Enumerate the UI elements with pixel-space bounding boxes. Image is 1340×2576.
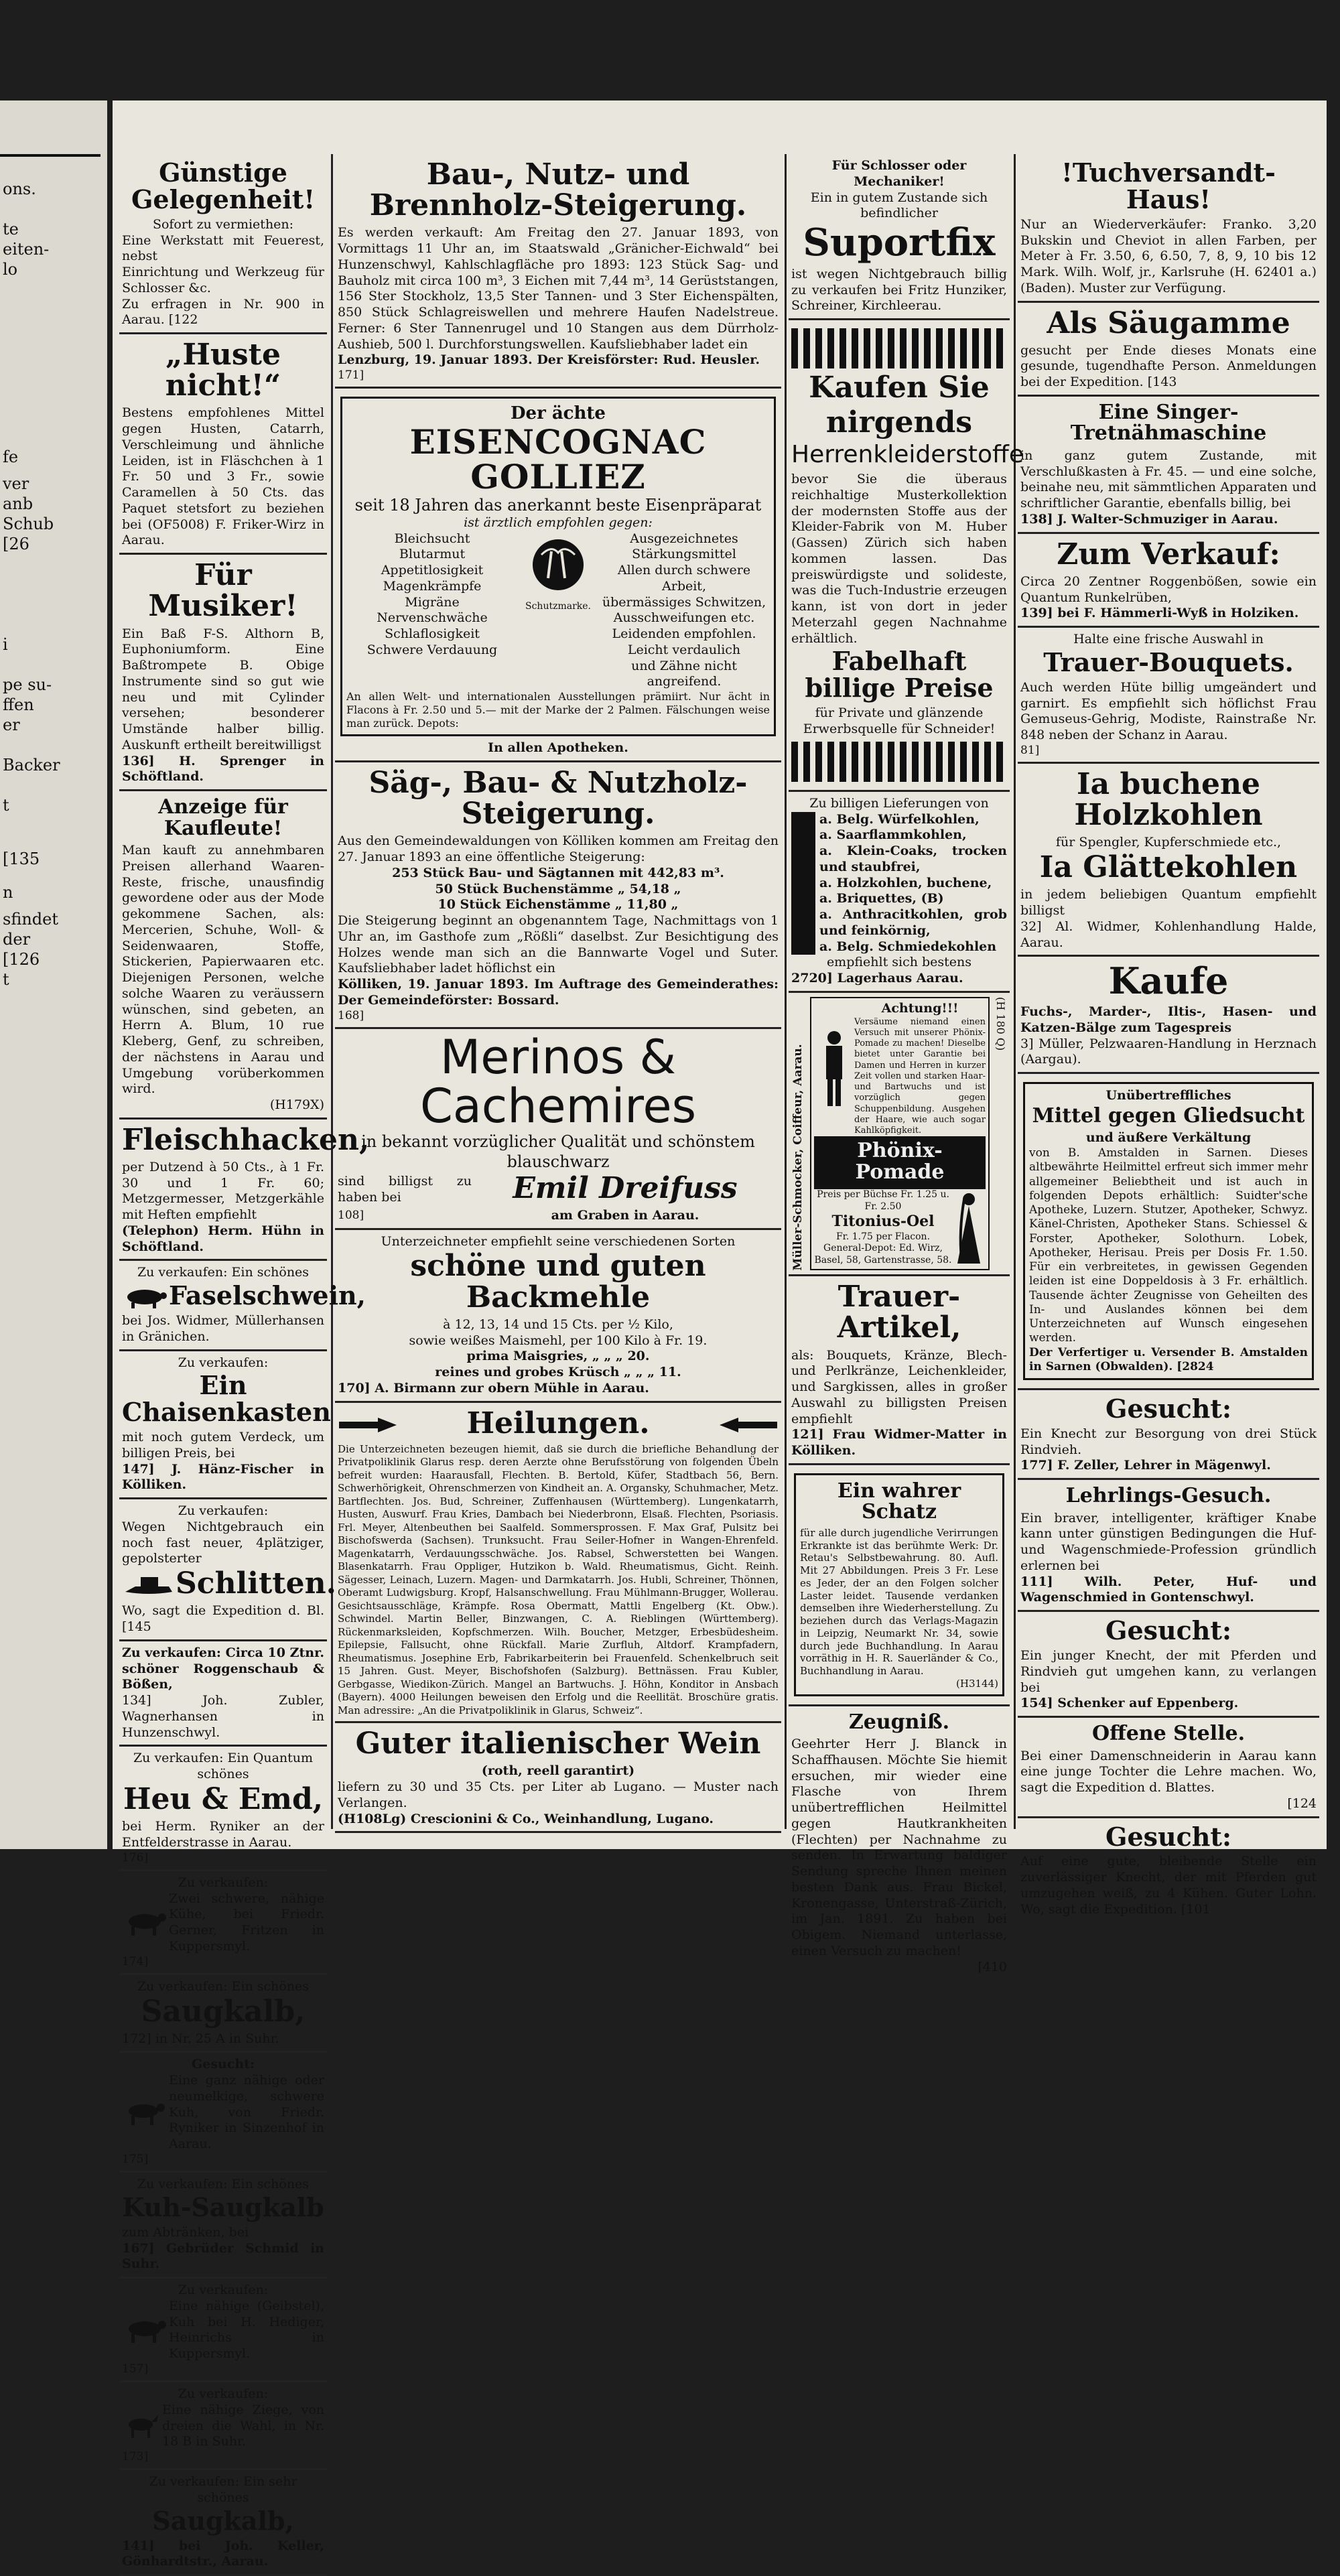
ad-text: für Private und glänzende Erwerbsquelle für Schneider! bbox=[803, 705, 996, 736]
ad-pre: Zu verkaufen: Ein Quantum schönes bbox=[133, 1751, 314, 1782]
decorative-band bbox=[791, 742, 1007, 782]
ad-number: 157] bbox=[122, 2362, 149, 2376]
ad-signature: 136] H. Sprenger in Schöftland. bbox=[122, 753, 324, 785]
ad-text: Die Steigerung beginnt an obgenanntem Tage, Nachmittags von 1 Uhr an, im Gasthofe zum „Rößli“ daselbst. Zur Besichtigung des Holzes wende man sich an die Bannwarte Vogel und Suter. Kaufsliebhaber ladet höflichst ein bbox=[338, 913, 779, 976]
strip-text: te bbox=[3, 220, 19, 239]
ad-phoenix-pomade bbox=[789, 993, 1010, 1277]
ad-text: Auf eine gute, bleibende Stelle ein zuverlässiger Knecht, der mit Pferden gut umzugehen weiß, zu 4 Kühen. Guter Lohn. Wo, sagt die Expedition. [101 bbox=[1020, 1854, 1317, 1917]
ad-depot: General-Depot: Ed. Wirz, Basel, 58, Gartenstrasse, 58. bbox=[814, 1243, 952, 1266]
ad-text: in jedem beliebigen Quantum empfiehlt billigst bbox=[1020, 887, 1317, 919]
ad-signature: Lenzburg, 19. Januar 1893. Der Kreisförster: Rud. Heusler. bbox=[338, 352, 760, 368]
ad-number: 175] bbox=[122, 2152, 149, 2166]
trademark bbox=[518, 531, 598, 613]
ad-signature: 3] Müller, Pelzwaaren-Handlung in Herznach (Aargau). bbox=[1020, 1036, 1317, 1067]
list-item: und Zähne nicht angreifend. bbox=[631, 658, 737, 689]
ad-pre: Der ächte bbox=[511, 403, 606, 424]
ad-headline: nirgends bbox=[825, 405, 973, 440]
ad-name: Emil Dreifuss bbox=[513, 1170, 738, 1205]
ad-number: 176] bbox=[122, 1850, 149, 1865]
ad-saugkalb-aarau bbox=[119, 2470, 327, 2576]
ad-headline: Gesucht: bbox=[1106, 1615, 1231, 1646]
ad-kuh-geibstel bbox=[119, 2279, 327, 2382]
ad-price: Preis per Büchse Fr. 1.25 u. Fr. 2.50 bbox=[817, 1189, 949, 1212]
ad-saugkalb-suhr bbox=[119, 1975, 327, 2053]
ad-number: 171] bbox=[338, 368, 364, 383]
ad-text: Ein braver, intelligenter, kräftiger Knabe kann unter günstigen Bedingungen die Huf- und Wagenschmiede-Profession gründlich erlernen bei bbox=[1020, 1510, 1317, 1573]
strip-text: der bbox=[3, 930, 31, 949]
ad-headline: Saugkalb, bbox=[152, 2505, 294, 2536]
ad-subtitle: (roth, reell garantirt) bbox=[481, 1763, 635, 1779]
ad-headline: !Tuchversandt-Haus! bbox=[1061, 157, 1276, 214]
ad-roggenschaub bbox=[119, 1641, 327, 1747]
ad-subtitle: und äußere Verkältung bbox=[1085, 1130, 1252, 1146]
list-item: Nervenschwäche bbox=[377, 610, 488, 626]
list-item: Allen durch schwere Arbeit, bbox=[617, 563, 751, 594]
ad-text: Zu verkaufen: Circa 10 Ztnr. schöner Roggenschaub & Bößen, bbox=[122, 1645, 324, 1692]
ad-headline: Günstige Gelegenheit! bbox=[131, 157, 316, 214]
list-item: a. Holzkohlen, buchene, bbox=[819, 875, 992, 890]
ad-herrenkleiderstoffe bbox=[789, 320, 1024, 792]
strip-text: sfindet bbox=[3, 910, 58, 929]
sled-icon bbox=[122, 1573, 176, 1597]
ad-text: Eine nähige Ziege, von dreien die Wahl, in Nr. 18 B in Suhr. bbox=[162, 2402, 324, 2449]
ad-pre: Gesucht: bbox=[192, 2057, 255, 2072]
ad-number: 173] bbox=[122, 2450, 149, 2464]
ad-line: Sofort zu vermiethen: bbox=[152, 216, 294, 232]
ad-headline: Gesucht: bbox=[1106, 1821, 1231, 1852]
ad-kuh-saugkalb bbox=[119, 2173, 327, 2279]
ad-pre: Achtung!!! bbox=[881, 1000, 959, 1016]
ad-pre: Unübertreffliches bbox=[1106, 1088, 1231, 1103]
column-4 bbox=[1018, 154, 1319, 1917]
ad-headline: Ia Glättekohlen bbox=[1039, 850, 1298, 885]
ad-text: von B. Amstalden in Sarnen. Dieses altbewährte Heilmittel erfreut sich immer mehr allgemeiner Beliebtheit und ist auch in folgenden Depots erhältlich: Suidter'sche Apotheke, Luzern. Stutzer, Apotheker, Schwyz. Känel-Christen, Apotheker Stans. Schiessel & Forster, Apotheker, Solothurn. Lobek, Apotheker, Herisau. Preis per Dosis Fr. 1.50. Für ein verbreitetes, in gewissen Gegenden leiden ist eine Doppeldosis à 3 Fr. erhältlich. Tausende ächter Zeugnisse von Geheilten des In- und Auslandes können bei dem Unterzeichneten auf Wunsch eingesehen werden. bbox=[1029, 1146, 1308, 1345]
ad-headline: Mittel gegen Gliedsucht bbox=[1032, 1103, 1305, 1128]
ad-subtitle: seit 18 Jahren das anerkannt beste Eisenpräparat bbox=[354, 495, 762, 515]
ad-line: prima Maisgries, „ „ „ 20. bbox=[466, 1349, 650, 1364]
ad-headline: Eine Singer-Tretnähmaschine bbox=[1070, 400, 1267, 446]
ad-gesucht-knecht-1 bbox=[1018, 1390, 1319, 1480]
list-item: Stärkungsmittel bbox=[632, 547, 736, 562]
strip-text: Schub bbox=[3, 515, 54, 533]
decorative-band bbox=[791, 328, 1007, 368]
ad-text: liefern zu 30 und 35 Cts. per Liter ab Lugano. — Muster nach Verlangen. bbox=[338, 1779, 779, 1810]
ad-text: in ganz gutem Zustande, mit Verschlußkasten à Fr. 45. — und eine solche, beinahe neu, mit sämmtlichen Apparaten und schriftlicher Garantie, ebenfalls billig, bei bbox=[1020, 448, 1317, 511]
ad-gliedsucht bbox=[1018, 1074, 1319, 1390]
cow-icon bbox=[122, 2317, 169, 2344]
ad-pre: Zu verkaufen: bbox=[178, 2283, 269, 2298]
ad-headline: Ein wahrer Schatz bbox=[837, 1479, 961, 1524]
ad-headline: Offene Stelle. bbox=[1091, 1722, 1246, 1746]
ad-address: am Graben in Aarau. bbox=[551, 1207, 699, 1223]
ad-headline: Schlitten. bbox=[176, 1566, 336, 1601]
ad-headline: Saugkalb, bbox=[141, 1994, 306, 2029]
ad-signature: (H108Lg) Crescionini & Co., Weinhandlung, Lugano. bbox=[338, 1811, 714, 1826]
strip-text: fe bbox=[3, 448, 19, 466]
ad-headline: Kuh-Saugkalb bbox=[122, 2191, 324, 2222]
ad-signature: (Telephon) Herm. Hühn in Schöftland. bbox=[122, 1223, 324, 1254]
ad-text: Wegen Nichtgebrauch ein noch fast neuer, 4plätziger, gepolsterter bbox=[122, 1519, 324, 1566]
ad-list-left bbox=[346, 531, 518, 659]
ad-kaufe-baelge bbox=[1018, 957, 1319, 1074]
ad-text: Eine nähige (Geibstel), Kuh bei H. Hediger, Heinrichs in Kuppersmyl. bbox=[169, 2298, 324, 2362]
ad-headline: Trauer-Artikel, bbox=[837, 1280, 961, 1345]
goat-icon bbox=[122, 2413, 162, 2439]
adjacent-page-strip bbox=[0, 100, 107, 1849]
ad-signature: Der Verfertiger u. Versender B. Amstalden in Sarnen (Obwalden). [2824 bbox=[1029, 1345, 1308, 1373]
ad-text: sind billigst zu haben bei bbox=[338, 1174, 472, 1205]
ad-text: Circa 20 Zentner Roggenbößen, sowie ein Quantum Runkelrüben, bbox=[1020, 573, 1317, 605]
strip-text: t bbox=[3, 796, 9, 815]
ad-signature: 167] Gebrüder Schmid in Suhr. bbox=[122, 2240, 324, 2272]
ad-text: Auch werden Hüte billig umgeändert und garnirt. Es empfiehlt sich höflichst Frau Gemuseus-Gehrig, Modiste, Rainstraße Nr. 848 neben der Schanz in Aarau. bbox=[1020, 679, 1317, 743]
ad-zum-verkauf bbox=[1018, 534, 1319, 628]
list-item: übermässiges Schwitzen, bbox=[602, 594, 766, 610]
ad-headline: Ia buchene Holzkohlen bbox=[1074, 767, 1263, 833]
ad-text: Geehrter Herr J. Blanck in Schaffhausen. Möchte Sie hiemit ersuchen, mir wieder eine Flasche von Ihrem unübertrefflichen Heilmittel gegen Hautkrankheiten (Flechten) per Nachnahme zu senden. In Erwartung baldiger Sendung spreche Ihnen meinen besten Dank aus. Frau Bickel, Kronengasse, Unterstraß-Zürich, im Jan. 1891. Zu haben bei Obigem. Niemand unterlasse, einen Versuch zu machen! bbox=[791, 1737, 1007, 1958]
ad-number: 174] bbox=[122, 1954, 149, 1968]
ad-text: bevor Sie die überaus reichhaltige Musterkollektion der modernsten Stoffe aus der Kleider-Fabrik von M. Huber (Gassen) Zürich sich haben kommen lassen. Das preiswürdigste und solideste, was die Tuch-Industrie erzeugen kann, ist von dort in jeder Meterzahl gegen Nachnahme erhältlich. bbox=[791, 472, 1007, 646]
strip-text: er bbox=[3, 716, 20, 734]
ad-pre: Zu verkaufen: Ein schönes bbox=[137, 1265, 310, 1280]
list-item: Ausschweifungen etc. bbox=[613, 610, 755, 626]
ad-heilungen bbox=[335, 1403, 781, 1724]
ad-subtitle: ist ärztlich empfohlen gegen: bbox=[464, 515, 653, 530]
ad-side-text: Müller-Schmocker, Coiffeur, Aarau. bbox=[791, 1044, 805, 1271]
strip-text: ver bbox=[3, 474, 29, 493]
ad-signature: 121] Frau Widmer-Matter in Kölliken. bbox=[791, 1427, 1007, 1459]
ad-text: bei Jos. Widmer, Müllerhansen in Gränichen. bbox=[122, 1313, 324, 1344]
ad-headline: Phönix-Pomade bbox=[855, 1139, 945, 1184]
ad-pre: Zu verkaufen: bbox=[178, 1503, 269, 1519]
strip-text: [26 bbox=[3, 535, 29, 553]
man-figure-icon bbox=[814, 1028, 854, 1109]
ad-signature: Kölliken, 19. Januar 1893. Im Auftrage des Gemeinderathes: Der Gemeindeförster: Bossard. bbox=[338, 977, 779, 1008]
ad-line: reines und grobes Krüsch „ „ „ 11. bbox=[435, 1365, 681, 1380]
list-item: Schlaflosigkeit bbox=[385, 626, 480, 642]
pointing-hand-icon bbox=[718, 1415, 779, 1435]
column-rule bbox=[1014, 154, 1016, 1829]
ad-chaisenkasten bbox=[119, 1351, 331, 1500]
strip-text: ons. bbox=[3, 180, 36, 198]
ad-text: Ein Knecht zur Besorgung von drei Stück Rindvieh. bbox=[1020, 1426, 1317, 1457]
ad-wein bbox=[335, 1723, 781, 1833]
ad-text: per Dutzend à 50 Cts., à 1 Fr. 30 und 1 Fr. 60; Metzgermesser, Metzgerkähle mit Heften empfiehlt bbox=[122, 1159, 324, 1223]
ad-headline: Als Säugamme bbox=[1047, 306, 1290, 340]
ad-gesucht-kuh bbox=[119, 2053, 327, 2173]
list-item: a. Briquettes, (B) bbox=[819, 891, 944, 906]
ad-signature: 170] A. Birmann zur obern Mühle in Aarau. bbox=[338, 1380, 649, 1396]
ad-headline: Kaufen Sie bbox=[809, 370, 990, 405]
ad-headline: Zeugniß. bbox=[848, 1710, 950, 1734]
list-item: Leicht verdaulich bbox=[627, 642, 741, 657]
ad-signature: 177] F. Zeller, Lehrer in Mägenwyl. bbox=[1020, 1458, 1271, 1473]
ad-number: 108] bbox=[338, 1209, 364, 1223]
ad-subtitle: in bekannt vorzüglicher Qualität und schönstem blauschwarz bbox=[361, 1132, 755, 1171]
ad-zeugniss bbox=[789, 1706, 1010, 1980]
strip-text: ffen bbox=[3, 695, 34, 714]
ad-headline: Merinos & Cachemires bbox=[419, 1029, 697, 1134]
ad-pre: Zu verkaufen: Ein sehr schönes bbox=[149, 2474, 297, 2506]
ad-list-right bbox=[598, 531, 770, 691]
ad-headline: Heu & Emd, bbox=[123, 1781, 324, 1816]
cow-icon bbox=[122, 1909, 169, 1936]
ad-pre: Zu verkaufen: Ein schönes bbox=[137, 1978, 310, 1994]
ad-pre: Halte eine frische Auswahl in bbox=[1073, 632, 1264, 647]
ad-lehrlings-gesuch bbox=[1018, 1480, 1319, 1612]
list-item: Ausgezeichnetes bbox=[630, 531, 738, 546]
ad-text: Zwei schwere, nähige Kühe, bei Friedr. Gerner, Fritzen in Kuppersmyl. bbox=[169, 1891, 324, 1954]
ad-headline: Guter italienischer Wein bbox=[355, 1726, 761, 1761]
pig-icon bbox=[122, 1285, 169, 1309]
palm-trademark-icon bbox=[528, 531, 588, 598]
ad-text: Ein in gutem Zustande sich befindlicher bbox=[810, 190, 988, 221]
strip-rule bbox=[0, 154, 100, 157]
ad-holz-steigerung bbox=[335, 154, 781, 389]
ad-text: Bestens empfohlenes Mittel gegen Husten, Catarrh, Verschleimung und ähnliche Leiden, ist in Fläschchen à 1 Fr. 50 und 3 Fr., sowie Caramellen à 50 Cts. das Paquet stetsfort zu beziehen bei (OF5008) F. Friker-Wirz in Aarau. bbox=[122, 405, 324, 548]
ad-code: (H 180 Q) bbox=[994, 996, 1007, 1051]
ad-text: Aus den Gemeindewaldungen von Kölliken kommen am Freitag den 27. Januar 1893 an eine öffentliche Steigerung: bbox=[338, 833, 779, 864]
ad-headline: Bau-, Nutz- und Brennholz-Steigerung. bbox=[369, 157, 747, 223]
ad-signature: 147] J. Hänz-Fischer in Kölliken. bbox=[122, 1461, 324, 1493]
ad-signature: 154] Schenker auf Eppenberg. bbox=[1020, 1696, 1239, 1711]
ad-naehmaschine bbox=[1018, 397, 1319, 534]
ad-text: für Spengler, Kupferschmiede etc., bbox=[1055, 835, 1282, 850]
ad-text: Man kauft zu annehmbaren Preisen allerhand Waaren-Reste, frische, unausfindig gewordene oder aus der Mode gekommene Sachen, als: Mercerien, Schuhe, Woll- & Seidenwaaren, Stoffe, Stickerien, Papierwaaren etc. Diejenigen Personen, welche solche Waaren zu veräussern wünschen, sind gebeten, an Herrn A. Blum, 10 rue Kleberg, Genf, zu schreiben, der nächstens in Aarau und Umgebung vorüberkommen wird. bbox=[122, 843, 324, 1097]
ad-signature: 134] Joh. Zubler, Wagnerhansen in Hunzenschwyl. bbox=[122, 1693, 324, 1740]
ad-headline: Kaufe bbox=[1108, 959, 1229, 1003]
ad-text: Die Unterzeichneten bezeugen hiemit, daß sie durch die briefliche Behandlung der Privatpoliklinik Glarus resp. deren Aerzte ohne Berufsstörung von folgenden Übeln befreit wurden: Haarausfall, Flechten. B. Bertold, Küfer, Stadtbach 56, Bern. Schwerhörigkeit, Ohrenschmerzen von Kindheit an. A. Organsky, Schuhmacher, Metz. Bartflechten. Jos. Bud, Schreiner, Zuffenhausen (Württemberg). Lungenkatarrh, Husten, Auswurf. Frau Kries, Dambach bei Niederbronn, Elsaß. Flechten, Psoriasis. Frl. Meyer, Altenbeuthen bei Saalfeld. Sommersprossen. F. Max Graf, Pulsitz bei Bischofswerda (Sachsen). Trunksucht. Frau Seiler-Hofner in Wangen-Ehrenfeld. Magenkatarrh, Verdauungsschwäche. Jos. Rabsel, Schwerstetten bei Wangen. Blasenkatarrh. Frau Oppliger, Hutzikon b. Wald. Rheumatismus, Gicht. Reinh. Sägesser, Leinach, Luzern. Magen- und Darmkatarrh. Jos. Hubli, Schreiner, Thönnen, Oberamt Ludwigsburg. Kropf, Halsanschwellung. Frau Mühlmann-Brugger, Wollerau. Gesichtsausschläge, Krämpfe. Rosa Obermatt, Mattli Engelberg (Kt. Obw.). Schwindel. Martin Beller, Binzwangen, C. A. Rieblingen (Württemberg). Rückenmarksleiden, Kopfschmerzen. Wilh. Boucher, Metzger, Erbesbüdesheim. Epilepsie, Fallsucht, ohne Rückfall. Marie Zurfluh, Altdorf. Krampfadern, Rheumatismus. Josephine Erb, Fabrikarbeiterin bei Frauenfeld. Schenkelbruch seit 15 Jahren. Gust. Meyer, Bischofshofen (Salzburg). Bettnässen. Frau Kubler, Gerbgasse, Wiedikon-Zürich. Mangel an Bartwuchs. J. Höhn, Konditor in Ansbach (Bayern). 4000 Heilungen beweisen den Erfolg und die Reellität. Broschüre gratis. Man adressire: „An die Privatpoliklinik in Glarus, Schweiz“. bbox=[338, 1442, 779, 1716]
ad-suportfix bbox=[789, 154, 1010, 320]
ad-headline: Suportfix bbox=[803, 220, 996, 265]
ad-text: Bei einer Damenschneiderin in Aarau kann eine junge Tochter die Lehre machen. Wo, sagt die Expedition d. Blattes. bbox=[1020, 1748, 1317, 1795]
ad-signature: Wo, sagt die Expedition d. Bl. [145 bbox=[122, 1603, 324, 1635]
ad-number: [124 bbox=[1287, 1795, 1317, 1811]
ad-signature: 111] Wilh. Peter, Huf- und Wagenschmied in Gontenschwyl. bbox=[1020, 1574, 1317, 1605]
list-item: a. Saarflammkohlen, bbox=[819, 827, 967, 843]
ad-text: bei Herm. Ryniker an der Entfelderstrasse in Aarau. bbox=[122, 1819, 324, 1850]
ad-product: Titonius-Oel bbox=[831, 1213, 935, 1231]
newspaper-page bbox=[113, 100, 1327, 2569]
ad-text: für alle durch jugendliche Verirrungen Erkrankte ist das berühmte Werk: Dr. Retau's Selbstbewahrung. 80. Aufl. Mit 27 Abbildungen. Preis 3 Fr. Lese es Jeder, der an den Folgen solcher Laster leidet. Tausende verdanken demselben ihre Wiederherstellung. Zu beziehen durch das Verlags-Magazin in Leipzig, Neumarkt Nr. 34, sowie durch jede Buchhandlung. In Aarau vorräthig in H. R. Sauerländer & Co., Buchhandlung in Aarau. bbox=[800, 1526, 998, 1678]
large-initial-bar bbox=[791, 812, 815, 955]
ad-offene-stelle bbox=[1018, 1718, 1319, 1818]
ad-text: zum Abtränken, bei bbox=[122, 2224, 249, 2240]
ad-pre: Zu billigen Lieferungen von bbox=[809, 795, 989, 811]
list-item: Magenkrämpfe bbox=[383, 578, 482, 594]
ad-signature: 139] bei F. Hämmerli-Wyß in Holziken. bbox=[1020, 606, 1299, 621]
ad-signature: 2720] Lagerhaus Aarau. bbox=[791, 971, 963, 986]
ad-huste-nicht bbox=[119, 334, 327, 555]
ad-headline: Heilungen. bbox=[466, 1406, 650, 1440]
ad-pre: Zu verkaufen: Ein schönes bbox=[137, 2177, 310, 2192]
ad-faselschwein bbox=[119, 1261, 366, 1351]
ad-pre: Unterzeichneter empfiehlt seine verschiedenen Sorten bbox=[381, 1233, 736, 1249]
list-item: a. Belg. Würfelkohlen, bbox=[819, 811, 980, 827]
strip-text: i bbox=[3, 635, 8, 654]
ad-kaufleute bbox=[119, 791, 327, 1120]
list-item: Blutarmut bbox=[399, 547, 466, 562]
ad-ziege bbox=[119, 2382, 327, 2470]
ad-musiker bbox=[119, 555, 327, 791]
ad-text: mit noch gutem Verdeck, um billigen Preis, bei bbox=[122, 1430, 324, 1461]
list-item: a. Anthracitkohlen, grob und feinkörnig, bbox=[819, 907, 1007, 938]
ad-item: 10 Stück Eichenstämme „ 11,80 „ bbox=[438, 897, 679, 912]
ad-trauer-bouquets bbox=[1018, 628, 1319, 764]
ad-code: (H3144) bbox=[956, 1677, 998, 1690]
ad-merinos bbox=[335, 1029, 781, 1230]
ad-heu-emd bbox=[119, 1747, 327, 1871]
ad-gesucht-knecht-3 bbox=[1018, 1818, 1319, 1922]
ad-headline: Faselschwein, bbox=[169, 1280, 366, 1311]
ad-gesucht-knecht-2 bbox=[1018, 1612, 1319, 1718]
pointing-hand-icon bbox=[338, 1415, 398, 1435]
ad-text: Eine ganz nähige oder neumelkige, schwere Kuh, von Friedr. Ryniker in Sinzenhof in Aarau. bbox=[169, 2073, 324, 2152]
ad-line: Einrichtung und Werkzeug für Schlosser &c. bbox=[122, 265, 324, 295]
ad-text: ist wegen Nichtgebrauch billig zu verkaufen bei Fritz Hunziker, Schreiner, Kirchleerau. bbox=[791, 266, 1007, 314]
strip-text: n bbox=[3, 883, 13, 902]
strip-text: [126 bbox=[3, 950, 40, 969]
strip-text: anb bbox=[3, 494, 34, 513]
strip-text: lo bbox=[3, 260, 18, 279]
ad-kohlen bbox=[789, 792, 1010, 993]
ad-eisencognac bbox=[335, 389, 781, 762]
ad-pre: Für Schlosser oder Mechaniker! bbox=[831, 158, 967, 189]
list-item: Leidenden empfohlen. bbox=[612, 626, 756, 642]
ad-headline: Anzeige für Kaufleute! bbox=[158, 795, 288, 840]
ad-signature: 32] Al. Widmer, Kohlenhandlung Halde, Aarau. bbox=[1020, 919, 1317, 950]
ad-headline: Ein Chaisenkasten bbox=[122, 1370, 331, 1428]
column-3 bbox=[789, 154, 1024, 1974]
ad-text: Ein junger Knecht, der mit Pferden und Rindvieh gut umgehen kann, zu verlangen bei bbox=[1020, 1648, 1317, 1695]
woman-figure-icon bbox=[952, 1191, 986, 1265]
ad-number: 168] bbox=[338, 1008, 364, 1022]
strip-text: Backer bbox=[3, 756, 60, 774]
ad-code: (H179X) bbox=[269, 1097, 324, 1113]
ad-headline: EISENCOGNAC GOLLIEZ bbox=[409, 421, 707, 497]
ad-signature: 141] bei Joh. Keller, Gönhardtstr., Aarau. bbox=[122, 2538, 324, 2569]
ad-headline: Lehrlings-Gesuch. bbox=[1065, 1484, 1272, 1508]
ad-headline: Für Musiker! bbox=[148, 558, 298, 624]
ad-headline: Fleischhacken, bbox=[122, 1122, 370, 1157]
ad-schlitten bbox=[119, 1499, 336, 1641]
ad-line: Zu erfragen in Nr. 900 in Aarau. [122 bbox=[122, 296, 324, 328]
ad-text: Nur an Wiederverkäufer: Franko. 3,20 Bukskin und Cheviot in allen Farben, per Meter à Fr. 3.50, 6, 6.50, 7, 8, 9, 10 bis 12 Mark. Wilh. Wolf, jr., Karlsruhe (H. 62401 a.) (Baden). Muster zur Verfügung. bbox=[1020, 216, 1317, 295]
ad-item: 253 Stück Bau- und Sägtannen mit 442,83 m³. bbox=[392, 865, 724, 880]
ad-text: empfiehlt sich bestens bbox=[826, 955, 972, 970]
ad-pre: Zu verkaufen: bbox=[178, 2386, 269, 2402]
ad-text: Fuchs-, Marder-, Iltis-, Hasen- und Katzen-Bälge zum Tagespreis bbox=[1020, 1004, 1317, 1035]
ad-holzkohlen bbox=[1018, 764, 1319, 957]
ad-headline: schöne und guten Backmehle bbox=[410, 1249, 706, 1314]
ad-number: 81] bbox=[1020, 743, 1040, 757]
ad-pre: Zu verkaufen: bbox=[178, 1355, 269, 1370]
ad-text: Ein Baß F-S. Althorn B, Euphoniumform. Eine Baßtrompete B. Obige Instrumente sind so gut wie neu und mit Cylinder versehen; besonderer Umstände halber billig. Auskunft ertheilt bereitwilligst bbox=[122, 626, 324, 752]
ad-line: Eine Werkstatt mit Feuerest, nebst bbox=[122, 232, 324, 264]
ad-backmehle bbox=[335, 1230, 781, 1403]
ad-trauer-artikel bbox=[789, 1276, 1010, 1465]
ad-signature: 172] in Nr. 25 A in Suhr. bbox=[122, 2031, 279, 2046]
ad-werkstatt bbox=[119, 154, 327, 334]
ad-text: als: Bouquets, Kränze, Blech- und Perlkränze, Leichenkleider, und Sargkissen, alles in großer Auswahl zu billigsten Preisen empfiehlt bbox=[791, 1347, 1007, 1426]
strip-text: eiten- bbox=[3, 240, 50, 259]
list-item: Bleichsucht bbox=[394, 531, 470, 546]
column-rule bbox=[785, 154, 787, 1829]
ad-headline: Zum Verkauf: bbox=[1057, 537, 1280, 571]
ad-price: Fr. 1.75 per Flacon. bbox=[835, 1231, 931, 1242]
strip-text: pe su- bbox=[3, 675, 52, 694]
ad-pre: Zu verkaufen: bbox=[178, 1875, 269, 1890]
ad-headline: Gesucht: bbox=[1106, 1394, 1231, 1424]
ad-text: An allen Welt- und internationalen Ausstellungen prämiirt. Nur ächt in Flacons à Fr. 2.50 und 5.— mit der Marke der 2 Palmen. Fälschungen weise man zurück. Depots: bbox=[346, 690, 770, 730]
ad-headline: „Huste nicht!“ bbox=[165, 338, 281, 403]
list-item: Migräne bbox=[405, 594, 460, 610]
ad-line: à 12, 13, 14 und 15 Cts. per ½ Kilo, bbox=[443, 1316, 673, 1332]
ad-headline: Säg-, Bau- & Nutzholz-Steigerung. bbox=[368, 765, 748, 831]
column-2 bbox=[335, 154, 781, 1829]
ad-text: Versäume niemand einen Versuch mit unserer Phönix-Pomade zu machen! Dieselbe bietet unter Garantie bei Damen und Herren in kurzer Zeit vollen und starken Haar- und Bartwuchs und ist vorzüglich gegen Schuppenbildung. Ausgehen der Haare, wie auch sogar Kahlköpfigkeit. bbox=[854, 1016, 986, 1136]
list-item: Schwere Verdauung bbox=[366, 642, 498, 657]
strip-text: [135 bbox=[3, 850, 40, 868]
ad-number: [410 bbox=[978, 1959, 1007, 1974]
ad-headline: Herrenkleiderstoffe bbox=[791, 441, 1024, 469]
ad-headline: Trauer-Bouquets. bbox=[1043, 647, 1294, 677]
ad-tuchversandt bbox=[1018, 154, 1319, 303]
ad-footer: In allen Apotheken. bbox=[488, 740, 628, 756]
ad-saeugamme bbox=[1018, 303, 1319, 397]
trademark-label: Schutzmarke. bbox=[525, 600, 591, 612]
list-item: a. Belg. Schmiedekohlen bbox=[819, 939, 997, 954]
list-item: Appetitlosigkeit bbox=[381, 563, 484, 578]
ad-line: sowie weißes Maismehl, per 100 Kilo à Fr. 19. bbox=[409, 1333, 708, 1348]
ad-wahrer-schatz bbox=[789, 1465, 1010, 1706]
strip-text: t bbox=[3, 970, 9, 989]
ad-headline: Fabelhaft billige Preise bbox=[805, 646, 994, 703]
ad-signature: 138] J. Walter-Schmuziger in Aarau. bbox=[1020, 511, 1278, 527]
list-item: a. Klein-Coaks, trocken und staubfrei, bbox=[819, 843, 1007, 874]
ad-kuehe bbox=[119, 1871, 327, 1975]
ad-text: Es werden verkauft: Am Freitag den 27. Januar 1893, von Vormittags 11 Uhr an, im Staatswald „Gränicher-Eichwald“ bei Hunzenschwyl, Kahlschlagfläche pro 1893: 123 Stück Sag- und Bauholz mit circa 100 m³, 3 Eichen mit 7,44 m³, 14 Gerüststangen, 156 Ster Stockholz, 13,5 Ster Tannen- und 3 Ster Eichenspälten, 850 Stück Schlagreiswellen und mehrere Haufen Nadelstreue. Ferner: 6 Ster Tannenrugel und 10 Stangen aus dem Dürrholz-Aushieb, 500 l. Durchforstungswellen. Kaufsliebhaber ladet ein bbox=[338, 225, 779, 352]
ad-saeg-steigerung bbox=[335, 762, 781, 1029]
cow-calf-icon bbox=[122, 2100, 169, 2126]
ad-item: 50 Stück Buchenstämme „ 54,18 „ bbox=[435, 881, 681, 896]
ad-text: gesucht per Ende dieses Monats eine gesunde, tugendhafte Person. Anmeldungen bei der Expedition. [143 bbox=[1020, 342, 1317, 390]
